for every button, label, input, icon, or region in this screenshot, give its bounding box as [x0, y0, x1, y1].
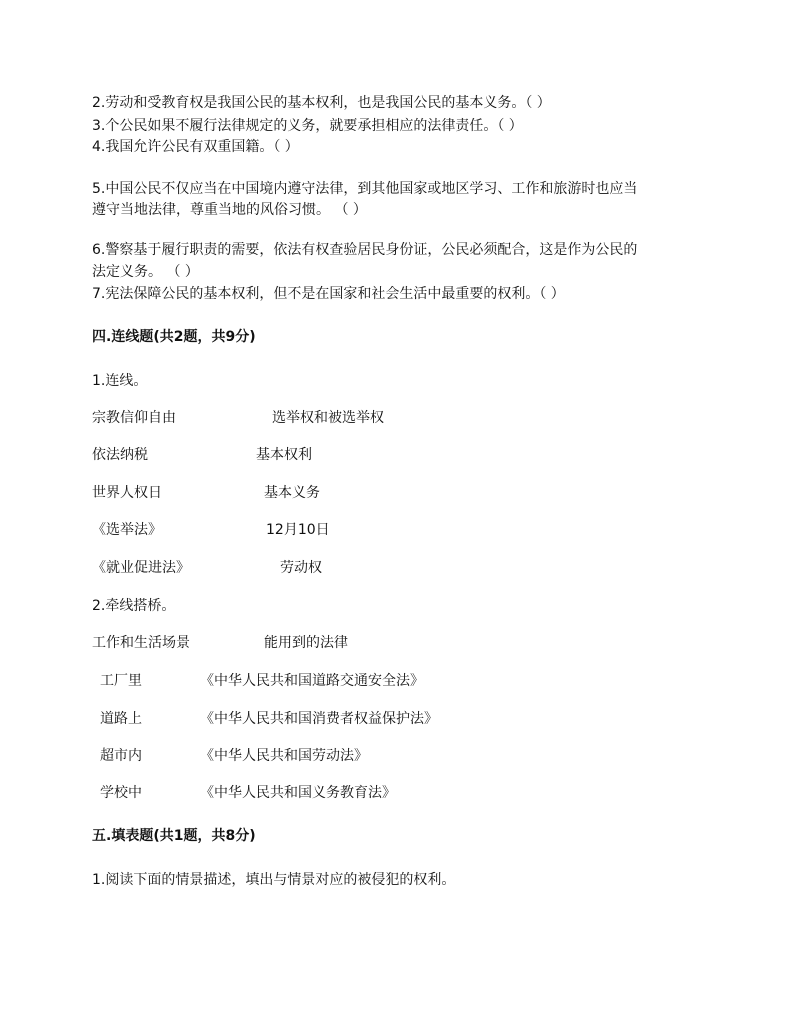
judgment-item-2: 2.劳动和受教育权是我国公民的基本权利，也是我国公民的基本义务。（ ） [92, 95, 551, 111]
judgment-item-6-line1: 6.警察基于履行职责的需要，依法有权查验居民身份证，公民必须配合，这是作为公民的 [92, 242, 638, 258]
judgment-item-5-line2: 遵守当地法律，尊重当地的风俗习惯。 （ ） [92, 202, 367, 218]
section4-heading: 四.连线题(共2题，共9分) [92, 329, 256, 345]
judgment-item-3: 3.个公民如果不履行法律规定的义务，就要承担相应的法律责任。（ ） [92, 118, 523, 134]
match-right-4: 12月10日 [266, 522, 330, 538]
match-left-5: 《就业促进法》 [92, 560, 190, 576]
q2-header-right: 能用到的法律 [264, 635, 348, 651]
match-left-1: 宗教信仰自由 [92, 410, 176, 426]
law-right-2: 《中华人民共和国消费者权益保护法》 [200, 711, 438, 727]
match-left-3: 世界人权日 [92, 485, 162, 501]
judgment-item-7: 7.宪法保障公民的基本权利，但不是在国家和社会生活中最重要的权利。（ ） [92, 286, 565, 302]
match-left-2: 依法纳税 [92, 447, 148, 463]
judgment-item-5-line1: 5.中国公民不仅应当在中国境内遵守法律，到其他国家或地区学习、工作和旅游时也应当 [92, 181, 638, 197]
match-left-4: 《选举法》 [92, 522, 162, 538]
q2-title: 2.牵线搭桥。 [92, 598, 176, 614]
section5-heading: 五.填表题(共1题，共8分) [92, 828, 256, 844]
q2-header-left: 工作和生活场景 [92, 635, 190, 651]
scene-left-4: 学校中 [100, 785, 142, 801]
judgment-item-6-line2: 法定义务。 （ ） [92, 264, 199, 280]
law-right-3: 《中华人民共和国劳动法》 [200, 748, 368, 764]
match-right-3: 基本义务 [264, 485, 320, 501]
scene-left-2: 道路上 [100, 711, 142, 727]
scene-left-1: 工厂里 [100, 673, 142, 689]
section5-q1: 1.阅读下面的情景描述，填出与情景对应的被侵犯的权利。 [92, 872, 456, 888]
judgment-item-4: 4.我国允许公民有双重国籍。（ ） [92, 139, 299, 155]
match-right-1: 选举权和被选举权 [272, 410, 384, 426]
scene-left-3: 超市内 [100, 748, 142, 764]
q1-title: 1.连线。 [92, 373, 148, 389]
match-right-2: 基本权利 [256, 447, 312, 463]
match-right-5: 劳动权 [280, 560, 322, 576]
law-right-1: 《中华人民共和国道路交通安全法》 [200, 673, 424, 689]
law-right-4: 《中华人民共和国义务教育法》 [200, 785, 396, 801]
